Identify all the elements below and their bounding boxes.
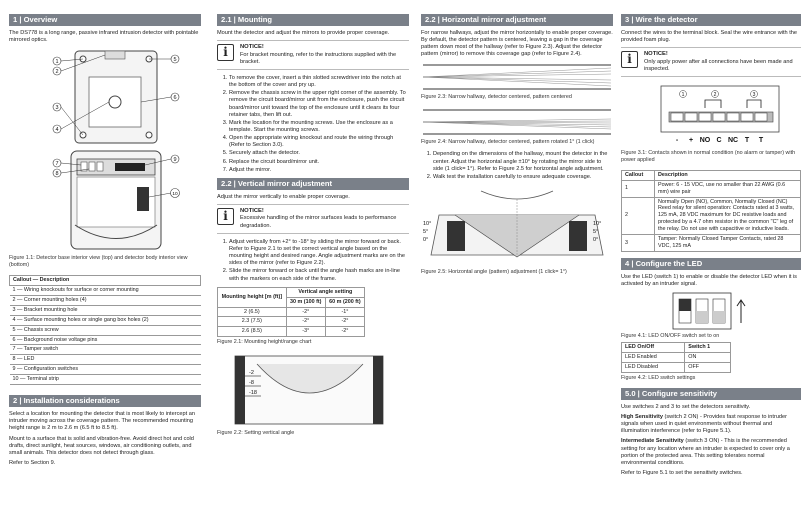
table-header: Description bbox=[655, 170, 801, 180]
angle-label-left: 0° bbox=[423, 237, 429, 244]
column-mounting bbox=[217, 14, 409, 443]
terminal-callout: 1 bbox=[681, 92, 685, 99]
overview-figure-caption: Figure 1.1: Detector base interior view (top) and detector body interior view (bottom) bbox=[9, 255, 188, 269]
table-header: Mounting height [m (ft)] bbox=[218, 287, 287, 307]
notice-title: NOTICE! bbox=[644, 51, 668, 58]
list-item: 7. Adjust the mirror. bbox=[229, 167, 409, 174]
terminal-label: T bbox=[758, 137, 764, 145]
table-subheader: 60 m (200 ft) bbox=[325, 297, 364, 307]
list-item: 1. Adjust vertically from +2° to -18° by sliding the mirror forward or back. Refer to Figure 2.1 to set the correct vertical angle based on the mounting height and desired range. Angle adjustment marks are on the sides of the mirror (refer to Figure 2.2). bbox=[229, 239, 409, 268]
table-row bbox=[622, 353, 731, 363]
detector-diagram bbox=[9, 47, 201, 253]
table-cell: -2° bbox=[325, 327, 364, 337]
column-wiring bbox=[621, 14, 801, 480]
callout-row: 4 — Surface mounting holes or single gang box holes (2) bbox=[10, 315, 201, 325]
callout-row: 6 — Background noise voltage pins bbox=[10, 335, 201, 345]
table-row bbox=[622, 180, 801, 197]
notice-text: For bracket mounting, refer to the instructions supplied with the bracket. bbox=[240, 51, 397, 65]
terminal-label: - bbox=[675, 137, 679, 145]
overview-callout-table bbox=[9, 275, 201, 385]
install-text-3: Refer to Section 9. bbox=[9, 460, 56, 467]
horizontal-heading: 2.2 | Horizontal mirror adjustment bbox=[421, 14, 613, 26]
wiring-callout-table bbox=[621, 170, 801, 252]
table-cell: 2.3 (7.5) bbox=[218, 317, 287, 327]
table-row bbox=[218, 327, 365, 337]
callout-row: 9 — Configuration switches bbox=[10, 365, 201, 375]
terminal-block-diagram bbox=[621, 82, 801, 148]
mounting-notice bbox=[217, 40, 409, 70]
hallway-rotated-diagram bbox=[421, 107, 613, 137]
table-header: Vertical angle setting bbox=[286, 287, 364, 297]
info-icon: i bbox=[217, 208, 234, 225]
vertical-intro: Adjust the mirror vertically to enable proper coverage. bbox=[217, 193, 350, 200]
fig-label-3: 3 bbox=[55, 105, 59, 112]
mounting-height-table bbox=[217, 287, 365, 338]
table-row bbox=[622, 197, 801, 235]
table-row bbox=[218, 317, 365, 327]
terminal-callout: 3 bbox=[752, 92, 756, 99]
table-cell: -2° bbox=[325, 317, 364, 327]
table-cell: 2 (6.5) bbox=[218, 307, 287, 317]
table-cell: -3° bbox=[286, 327, 325, 337]
table-subheader: 30 m (100 ft) bbox=[286, 297, 325, 307]
terminal-label: NC bbox=[727, 137, 739, 145]
list-item: 3. Mark the location for the mounting screws. Use the enclosure as a template. Start the mounting screws. bbox=[229, 120, 409, 134]
led-switch-caption: Figure 4.1: LED ON/OFF switch set to on bbox=[621, 333, 720, 340]
callout-header: Callout — Description bbox=[10, 276, 201, 286]
vertical-angle-diagram bbox=[217, 352, 409, 428]
list-item: 1. Depending on the dimensions of the hallway, mount the detector in the center. Adjust the horizontal angle ±10° by rotating the mirror side to side (1 click= 1°). Refer to Figure 2.5 for horizontal angle adjustment. bbox=[433, 151, 613, 172]
angle-label-right: 10° bbox=[593, 221, 602, 228]
angle-label-left: 5° bbox=[423, 229, 429, 236]
sensitivity-high-label: High Sensitivity bbox=[621, 413, 663, 420]
led-heading: 4 | Configure the LED bbox=[621, 258, 801, 270]
notice-text: Only apply power after all connections have been made and inspected. bbox=[644, 58, 793, 72]
fig-label-6: 6 bbox=[173, 95, 177, 102]
table-row bbox=[622, 235, 801, 252]
hallway-centered-caption: Figure 2.3: Narrow hallway, detector centered, pattern centered bbox=[421, 93, 572, 100]
angle-mark: -2 bbox=[249, 370, 254, 377]
install-text-1: Select a location for mounting the detector that is most likely to intercept an intruder moving across the coverage pattern. The recommended mounting height range is 2 m to 2.6 m (6.5 ft to 8.5 ft). bbox=[9, 411, 195, 432]
callout-row: 2 — Corner mounting holes (4) bbox=[10, 295, 201, 305]
notice-text: Excessive handling of the mirror surfaces leads to performance degradation. bbox=[240, 215, 397, 229]
mounting-intro: Mount the detector and adjust the mirrors to provide proper coverage. bbox=[217, 30, 390, 36]
hallway-rotated-caption: Figure 2.4: Narrow hallway, detector centered, pattern rotated 1° (1 click) bbox=[421, 138, 595, 145]
sensitivity-high bbox=[621, 414, 801, 435]
info-icon: i bbox=[621, 51, 638, 68]
mounting-heading: 2.1 | Mounting bbox=[217, 14, 409, 26]
horizontal-steps bbox=[421, 151, 613, 181]
led-switch-diagram bbox=[621, 291, 801, 331]
table-cell: LED Disabled bbox=[622, 362, 685, 372]
table-header: LED On/Off bbox=[622, 343, 685, 353]
terminal-label: + bbox=[688, 137, 694, 145]
callout-row: 3 — Bracket mounting hole bbox=[10, 305, 201, 315]
led-table-caption: Figure 4.2: LED switch settings bbox=[621, 374, 696, 381]
angle-mark: -18 bbox=[249, 390, 257, 397]
table-cell: 2.6 (8.5) bbox=[218, 327, 287, 337]
table-cell: ON bbox=[685, 353, 731, 363]
table-cell: 1 bbox=[622, 180, 655, 197]
table-cell: Power: 6 - 15 VDC, use no smaller than 22 AWG (0.6 mm) wire pair bbox=[655, 180, 801, 197]
table-cell: LED Enabled bbox=[622, 353, 685, 363]
wire-intro: Connect the wires to the terminal block. Seal the wire entrance with the provided foam plug. bbox=[621, 30, 797, 44]
terminal-label: C bbox=[716, 137, 722, 145]
terminal-label: T bbox=[744, 137, 750, 145]
fig-label-10: 10 bbox=[172, 192, 178, 198]
table-cell: 2 bbox=[622, 197, 655, 235]
terminal-caption: Figure 3.1: Contacts shown in normal condition (no alarm or tamper) with power applied bbox=[621, 150, 796, 163]
install-text-2: Mount to a surface that is solid and vibration-free. Avoid direct hot and cold drafts, direct sunlight, heat sources, windows, air conditioning outlets, and small animals. This detector does not detect through glass. bbox=[9, 435, 194, 456]
horizontal-intro: For narrow hallways, adjust the mirror horizontally to enable proper coverage. By default, the detector pattern is centered, leaving a gap in the coverage pattern down most of the hallway (refer to Figure 2.3). Adjust the detector pattern (mirror) to remove this coverage gap (refer to Figure 2.4). bbox=[421, 30, 613, 58]
fig-label-7: 7 bbox=[55, 161, 59, 168]
sensitivity-ref: Refer to Figure 5.1 to set the sensitivity switches. bbox=[621, 470, 743, 476]
terminal-callout: 2 bbox=[713, 92, 717, 99]
notice-title: NOTICE! bbox=[240, 44, 264, 51]
install-heading: 2 | Installation considerations bbox=[9, 395, 201, 407]
table-cell: -2° bbox=[286, 317, 325, 327]
overview-heading: 1 | Overview bbox=[9, 14, 201, 26]
table-row bbox=[218, 307, 365, 317]
list-item: 1. To remove the cover, insert a thin slotted screwdriver into the notch at the bottom of the cover and pry up. bbox=[229, 75, 409, 89]
info-icon: i bbox=[217, 44, 234, 61]
callout-row: 10 — Terminal strip bbox=[10, 375, 201, 385]
sensitivity-heading: 5.0 | Configure sensitivity bbox=[621, 388, 801, 400]
angle-label-right: 0° bbox=[593, 237, 599, 244]
fig-label-8: 8 bbox=[55, 171, 59, 178]
list-item: 6. Replace the circuit board/mirror unit. bbox=[229, 159, 409, 166]
table-header: Callout bbox=[622, 170, 655, 180]
table-cell: OFF bbox=[685, 362, 731, 372]
list-item: 2. Walk test the installation carefully to ensure adequate coverage. bbox=[433, 174, 613, 181]
horizontal-angle-diagram bbox=[421, 185, 613, 267]
list-item: 2. Remove the chassis screw in the upper right corner of the assembly. To remove the circuit board/mirror unit from the enclosure, push the circuit board/mirror unit toward the top of the enclosure until it clears its four retainer tabs, then lift out. bbox=[229, 90, 409, 119]
hallway-centered-diagram bbox=[421, 62, 613, 92]
led-intro: Use the LED (switch 1) to enable or disable the detector LED when it is activated by an intruder signal. bbox=[621, 273, 797, 288]
callout-row: 1 — Wiring knockouts for surface or corner mounting bbox=[10, 286, 201, 296]
sensitivity-intro: Use switches 2 and 3 to set the detectors sensitivity. bbox=[621, 403, 751, 410]
column-horizontal bbox=[421, 14, 613, 282]
notice-title: NOTICE! bbox=[240, 208, 264, 215]
list-item: 2. Slide the mirror forward or back until the angle hash marks are in-line with the markers on each side of the frame. bbox=[229, 268, 409, 282]
vertical-heading: 2.2 | Vertical mirror adjustment bbox=[217, 178, 409, 190]
fig-label-9: 9 bbox=[173, 157, 177, 164]
fig-label-1: 1 bbox=[55, 59, 59, 66]
vertical-notice bbox=[217, 204, 409, 234]
led-settings-table bbox=[621, 342, 731, 373]
overview-intro: The DS778 is a long range, passive infrared intrusion detector with pointable mirrored optics. bbox=[9, 30, 199, 44]
sensitivity-int-text: (switch 3 ON) - This is the recommended setting for any location where an intruder is expected to cover only a portion of the protected area. This setting tolerates normal environmental conditions. bbox=[621, 438, 790, 466]
angle-mark: -8 bbox=[249, 380, 254, 387]
fig-label-2: 2 bbox=[55, 69, 59, 76]
vertical-steps bbox=[217, 239, 409, 283]
table-cell: -1° bbox=[325, 307, 364, 317]
vertical-figure-caption: Figure 2.2: Setting vertical angle bbox=[217, 430, 295, 437]
table-cell: Normally Open (NO), Common, Normally Closed (NC) Reed relay for silent operation: Contacts rated at 3 watts, 125 mA, 28 VDC maximum for DC resistive loads and protected by a 4.7 ohm resistor in the common "C" leg of the relay. Do not use with capacitive or inductive loads. bbox=[655, 197, 801, 235]
list-item: 5. Securely attach the detector. bbox=[229, 150, 409, 157]
sensitivity-intermediate bbox=[621, 438, 801, 467]
list-item: 4. Open the appropriate wiring knockout and route the wiring through (Refer to Section 3.0). bbox=[229, 135, 409, 149]
callout-row: 7 — Tamper switch bbox=[10, 345, 201, 355]
angle-label-left: 10° bbox=[423, 221, 432, 228]
callout-row: 8 — LED bbox=[10, 355, 201, 365]
sensitivity-high-text: (switch 2 ON) - Provides fast response to intruder signals when used in quiet environments without thermal and illumination interference (refer to Figure 5.1). bbox=[621, 413, 788, 435]
fig-label-5: 5 bbox=[173, 57, 177, 64]
column-overview bbox=[9, 14, 201, 470]
mounting-steps bbox=[217, 75, 409, 174]
wire-notice bbox=[621, 47, 801, 77]
angle-label-right: 5° bbox=[593, 229, 599, 236]
callout-row: 5 — Chassis screw bbox=[10, 325, 201, 335]
table-caption: Figure 2.1: Mounting height/range chart bbox=[217, 339, 312, 346]
table-cell: Tamper: Normally Closed Tamper Contacts, rated 28 VDC, 125 mA bbox=[655, 235, 801, 252]
table-cell: -2° bbox=[286, 307, 325, 317]
fig-label-4: 4 bbox=[55, 127, 59, 134]
table-header: Switch 1 bbox=[685, 343, 731, 353]
wire-heading: 3 | Wire the detector bbox=[621, 14, 801, 26]
sensitivity-int-label: Intermediate Sensitivity bbox=[621, 438, 684, 445]
terminal-label: NO bbox=[699, 137, 711, 145]
table-cell: 3 bbox=[622, 235, 655, 252]
table-row bbox=[622, 362, 731, 372]
horizontal-angle-caption: Figure 2.5: Horizontal angle (pattern) adjustment (1 click= 1°) bbox=[421, 269, 567, 276]
